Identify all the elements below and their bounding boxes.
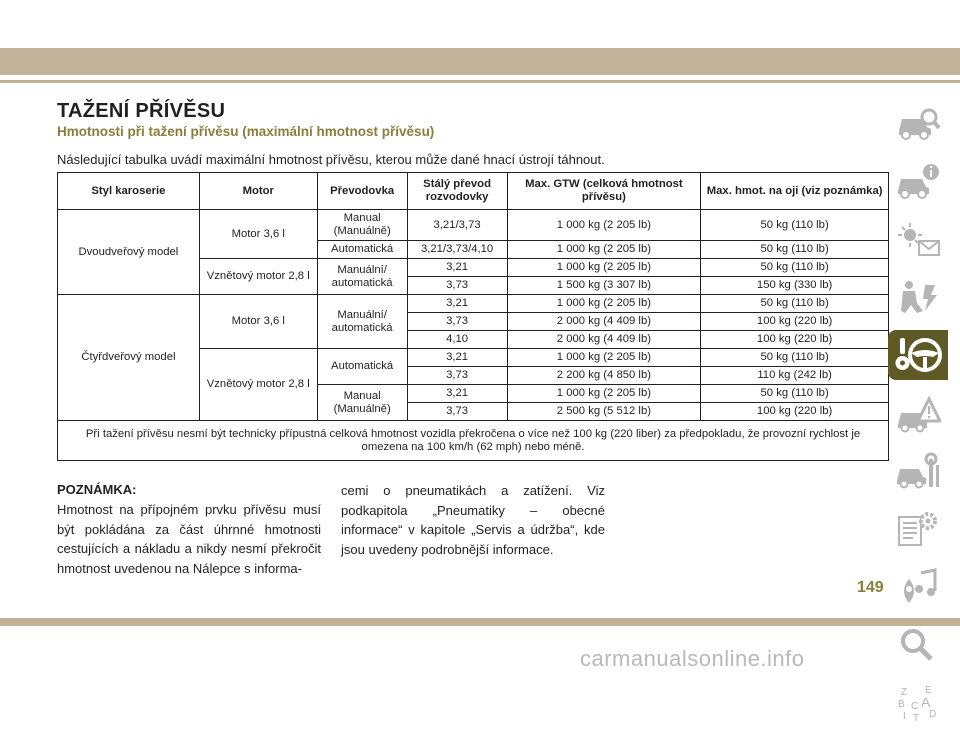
top-decorative-line — [0, 80, 960, 83]
tab-multimedia[interactable] — [888, 562, 948, 612]
axle-ratio-cell: 3,21 — [407, 349, 507, 367]
body-style-cell: Čtyřdveřový model — [58, 295, 200, 421]
gtw-cell: 1 000 kg (2 205 lb) — [507, 385, 701, 403]
axle-ratio-cell: 3,21 — [407, 259, 507, 277]
tab-specs[interactable] — [888, 504, 948, 554]
tongue-weight-cell: 150 kg (330 lb) — [701, 277, 889, 295]
intro-paragraph: Následující tabulka uvádí maximální hmotnost přívěsu, kterou může dané hnací ústrojí táhnout. — [57, 152, 605, 167]
specs-gear-icon — [895, 509, 941, 549]
gtw-cell: 1 000 kg (2 205 lb) — [507, 259, 701, 277]
gtw-cell: 1 000 kg (2 205 lb) — [507, 295, 701, 313]
index-letter: C — [911, 701, 919, 712]
tab-car-search[interactable] — [888, 98, 948, 148]
airbag-safety-icon — [895, 277, 941, 317]
chapter-tabs — [888, 98, 948, 736]
body-style-cell: Dvoudveřový model — [58, 210, 200, 295]
engine-cell: Motor 3,6 l — [199, 295, 317, 349]
watermark: carmanualsonline.info — [580, 646, 805, 671]
key-steering-wheel-icon — [893, 333, 943, 377]
search-icon — [895, 625, 941, 665]
note-text-column-2: cemi o pneumatikách a zatížení. Viz podkapitola „Pneumatiky – obecné informace“ v kapitole „Servis a údržba“, kde jsou uvedeny podrobnější informace. — [341, 483, 605, 557]
axle-ratio-cell: 3,21/3,73/4,10 — [407, 241, 507, 259]
towing-weights-table — [57, 172, 889, 461]
axle-ratio-cell: 3,73 — [407, 313, 507, 331]
engine-cell: Vznětový motor 2,8 l — [199, 259, 317, 295]
tongue-weight-cell: 100 kg (220 lb) — [701, 403, 889, 421]
gtw-cell: 2 500 kg (5 512 lb) — [507, 403, 701, 421]
axle-ratio-cell: 3,73 — [407, 277, 507, 295]
table-header-row — [58, 173, 889, 210]
gtw-cell: 2 200 kg (4 850 lb) — [507, 367, 701, 385]
car-search-icon — [895, 103, 941, 143]
top-decorative-band — [0, 48, 960, 75]
transmission-cell: Manual (Manuálně) — [317, 385, 407, 421]
page-number: 149 — [857, 579, 884, 596]
index-letter: T — [913, 713, 920, 723]
tongue-weight-cell: 50 kg (110 lb) — [701, 241, 889, 259]
tongue-weight-cell: 50 kg (110 lb) — [701, 295, 889, 313]
header-gtw: Max. GTW (celková hmotnost přívěsu) — [507, 173, 701, 210]
tongue-weight-cell: 50 kg (110 lb) — [701, 210, 889, 241]
note-text-column-1: Hmotnost na přípojném prvku přívěsu musí být pokládána za část úhrnné hmotnosti cestujících a nákladu a nikdy nesmí překročit hmotnost uvedenou na Nálepce s informa- — [57, 502, 321, 576]
table-footnote-row — [58, 421, 889, 461]
gtw-cell: 1 000 kg (2 205 lb) — [507, 241, 701, 259]
tab-warning-lights[interactable] — [888, 214, 948, 264]
bottom-decorative-band — [0, 618, 960, 626]
tab-index[interactable] — [888, 678, 948, 728]
header-body-style: Styl karoserie — [58, 173, 200, 210]
car-tools-icon — [895, 451, 941, 491]
tab-hazard-car[interactable] — [888, 388, 948, 438]
table-footnote: Při tažení přívěsu nesmí být technicky přípustná celková hmotnost vozidla překročena o více než 100 kg (220 liber) za předpokladu, že provozní rychlost je omezena na 100 km/h (62 mph) nebo méně. — [58, 421, 889, 461]
tongue-weight-cell: 50 kg (110 lb) — [701, 259, 889, 277]
axle-ratio-cell: 3,73 — [407, 403, 507, 421]
transmission-cell: Manuální/ automatická — [317, 259, 407, 295]
header-transmission: Převodovka — [317, 173, 407, 210]
multimedia-icon — [895, 567, 941, 607]
index-letter: I — [903, 711, 906, 722]
index-letter: D — [929, 709, 937, 720]
tongue-weight-cell: 100 kg (220 lb) — [701, 331, 889, 349]
transmission-cell: Automatická — [317, 349, 407, 385]
header-axle-ratio: Stálý převod rozvodovky — [407, 173, 507, 210]
gtw-cell: 1 000 kg (2 205 lb) — [507, 349, 701, 367]
gtw-cell: 2 000 kg (4 409 lb) — [507, 331, 701, 349]
transmission-cell: Manuální/ automatická — [317, 295, 407, 349]
gtw-cell: 1 000 kg (2 205 lb) — [507, 210, 701, 241]
header-tongue-weight: Max. hmot. na oji (viz poznámka) — [701, 173, 889, 210]
tongue-weight-cell: 110 kg (242 lb) — [701, 367, 889, 385]
hazard-car-icon — [895, 393, 941, 433]
note-heading: POZNÁMKA: — [57, 482, 137, 497]
table-row — [58, 210, 889, 241]
index-letter: Z — [901, 687, 908, 698]
index-letter: B — [898, 699, 905, 710]
tongue-weight-cell: 50 kg (110 lb) — [701, 385, 889, 403]
index-letters-icon — [895, 683, 941, 723]
axle-ratio-cell: 3,21 — [407, 295, 507, 313]
section-subtitle: Hmotnosti při tažení přívěsu (maximální hmotnost přívěsu) — [57, 124, 435, 139]
engine-cell: Motor 3,6 l — [199, 210, 317, 259]
engine-cell: Vznětový motor 2,8 l — [199, 349, 317, 421]
index-letter: A — [921, 694, 931, 710]
index-letter: E — [925, 685, 932, 696]
tab-starting-operating[interactable] — [888, 330, 948, 380]
axle-ratio-cell: 4,10 — [407, 331, 507, 349]
transmission-cell: Manual (Manuálně) — [317, 210, 407, 241]
axle-ratio-cell: 3,21 — [407, 385, 507, 403]
table-row — [58, 295, 889, 313]
axle-ratio-cell: 3,21/3,73 — [407, 210, 507, 241]
tab-car-info[interactable] — [888, 156, 948, 206]
tongue-weight-cell: 100 kg (220 lb) — [701, 313, 889, 331]
axle-ratio-cell: 3,73 — [407, 367, 507, 385]
warning-lights-icon — [895, 219, 941, 259]
tongue-weight-cell: 50 kg (110 lb) — [701, 349, 889, 367]
page-title: TAŽENÍ PŘÍVĚSU — [57, 100, 226, 122]
transmission-cell: Automatická — [317, 241, 407, 259]
header-engine: Motor — [199, 173, 317, 210]
tab-airbag-safety[interactable] — [888, 272, 948, 322]
gtw-cell: 2 000 kg (4 409 lb) — [507, 313, 701, 331]
gtw-cell: 1 500 kg (3 307 lb) — [507, 277, 701, 295]
tab-car-tools[interactable] — [888, 446, 948, 496]
car-info-icon — [895, 161, 941, 201]
tab-search[interactable] — [888, 620, 948, 670]
